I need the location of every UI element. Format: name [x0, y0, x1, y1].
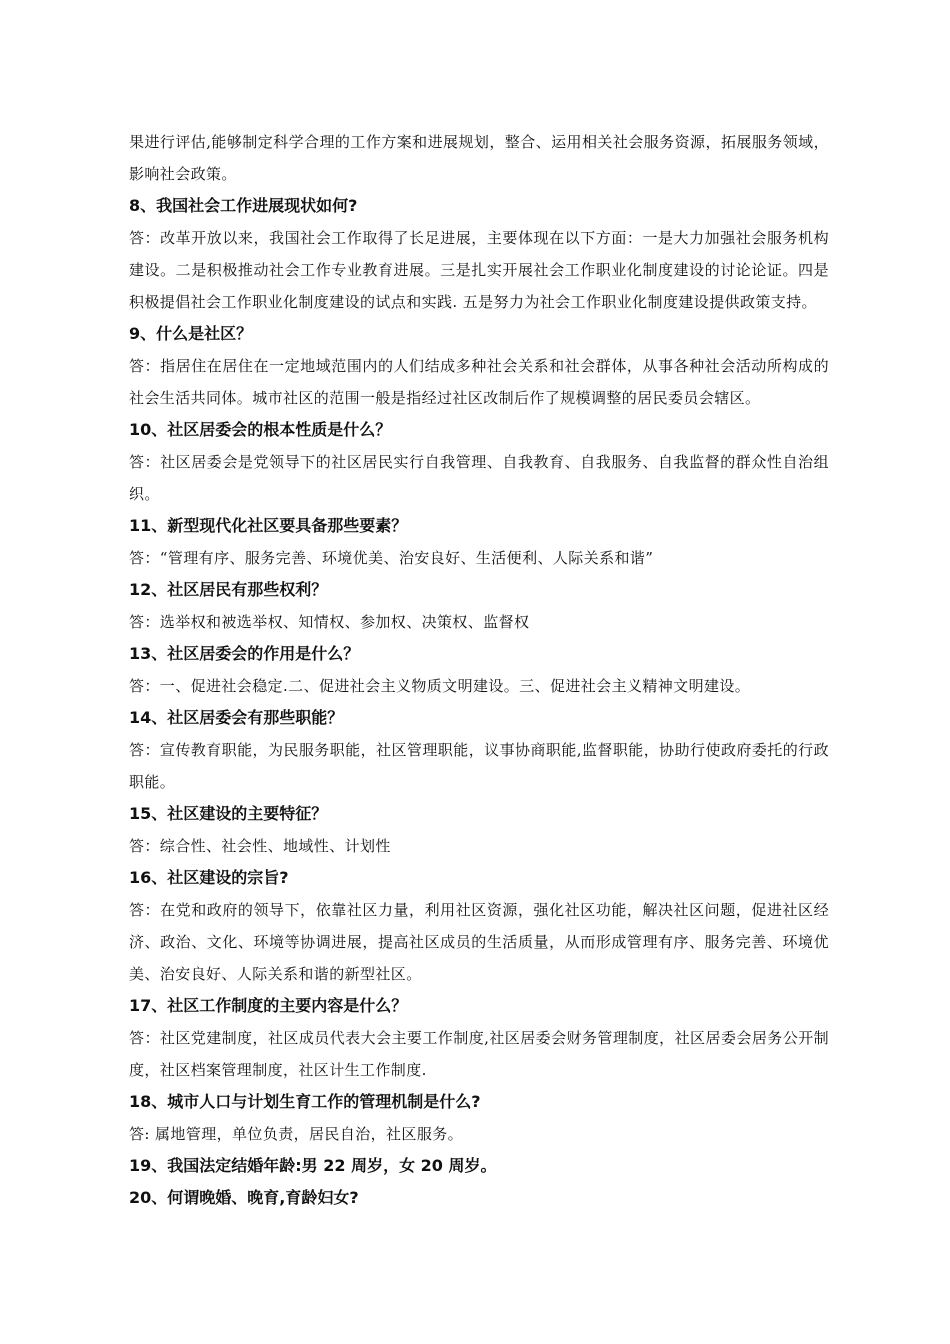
answer-9: 答：指居住在居住在一定地域范围内的人们结成多种社会关系和社会群体，从事各种社会活动所构成的社会生活共同体。城市社区的范围一般是指经过社区改制后作了规模调整的居民委员会辖区。 — [129, 357, 829, 407]
question-9: 9、什么是社区？ — [129, 324, 253, 343]
question-15: 15、社区建设的主要特征？ — [129, 804, 328, 823]
question-19: 19、我国法定结婚年龄:男 22 周岁，女 20 周岁。 — [129, 1156, 497, 1175]
answer-8: 答：改革开放以来，我国社会工作取得了长足进展，主要体现在以下方面：一是大力加强社会服务机构建设。二是积极推动社会工作专业教育进展。三是扎实开展社会工作职业化制度建设的讨论论证。四是积极提倡社会工作职业化制度建设的试点和实践. 五是努力为社会工作职业化制度建设提供政策支持。 — [129, 229, 829, 311]
answer-10: 答：社区居委会是党领导下的社区居民实行自我管理、自我教育、自我服务、自我监督的群众性自治组织。 — [129, 453, 829, 503]
answer-15: 答：综合性、社会性、地域性、计划性 — [129, 837, 391, 855]
answer-13: 答：一、促进社会稳定.二、促进社会主义物质文明建设。三、促进社会主义精神文明建设。 — [129, 677, 751, 695]
answer-11: 答：“管理有序、服务完善、环境优美、治安良好、生活便利、人际关系和谐” — [129, 549, 654, 567]
question-20: 20、何谓晚婚、晚育,育龄妇女? — [129, 1188, 359, 1207]
answer-12: 答：选举权和被选举权、知情权、参加权、决策权、监督权 — [129, 613, 530, 631]
question-17: 17、社区工作制度的主要内容是什么？ — [129, 996, 408, 1015]
question-14: 14、社区居委会有那些职能？ — [129, 708, 344, 727]
question-11: 11、新型现代化社区要具备那些要素？ — [129, 516, 408, 535]
document-body — [129, 126, 829, 1214]
question-8: 8、我国社会工作进展现状如何? — [129, 196, 358, 215]
answer-14: 答：宣传教育职能，为民服务职能，社区管理职能，议事协商职能,监督职能，协助行使政府委托的行政职能。 — [129, 741, 829, 791]
question-10: 10、社区居委会的根本性质是什么？ — [129, 420, 392, 439]
answer-16: 答：在党和政府的领导下，依靠社区力量，利用社区资源，强化社区功能，解决社区问题，促进社区经济、政治、文化、环境等协调进展，提高社区成员的生活质量，从而形成管理有序、服务完善、环境优美、治安良好、人际关系和谐的新型社区。 — [129, 901, 829, 983]
question-12: 12、社区居民有那些权利？ — [129, 580, 328, 599]
answer-18: 答: 属地管理，单位负责，居民自治，社区服务。 — [129, 1125, 464, 1143]
intro-paragraph: 果进行评估,能够制定科学合理的工作方案和进展规划，整合、运用相关社会服务资源，拓展服务领域，影响社会政策。 — [129, 133, 829, 183]
question-18: 18、城市人口与计划生育工作的管理机制是什么? — [129, 1092, 481, 1111]
question-13: 13、社区居委会的作用是什么？ — [129, 644, 360, 663]
question-16: 16、社区建设的宗旨? — [129, 868, 289, 887]
answer-17: 答：社区党建制度，社区成员代表大会主要工作制度,社区居委会财务管理制度，社区居委会居务公开制度，社区档案管理制度，社区计生工作制度. — [129, 1029, 829, 1079]
